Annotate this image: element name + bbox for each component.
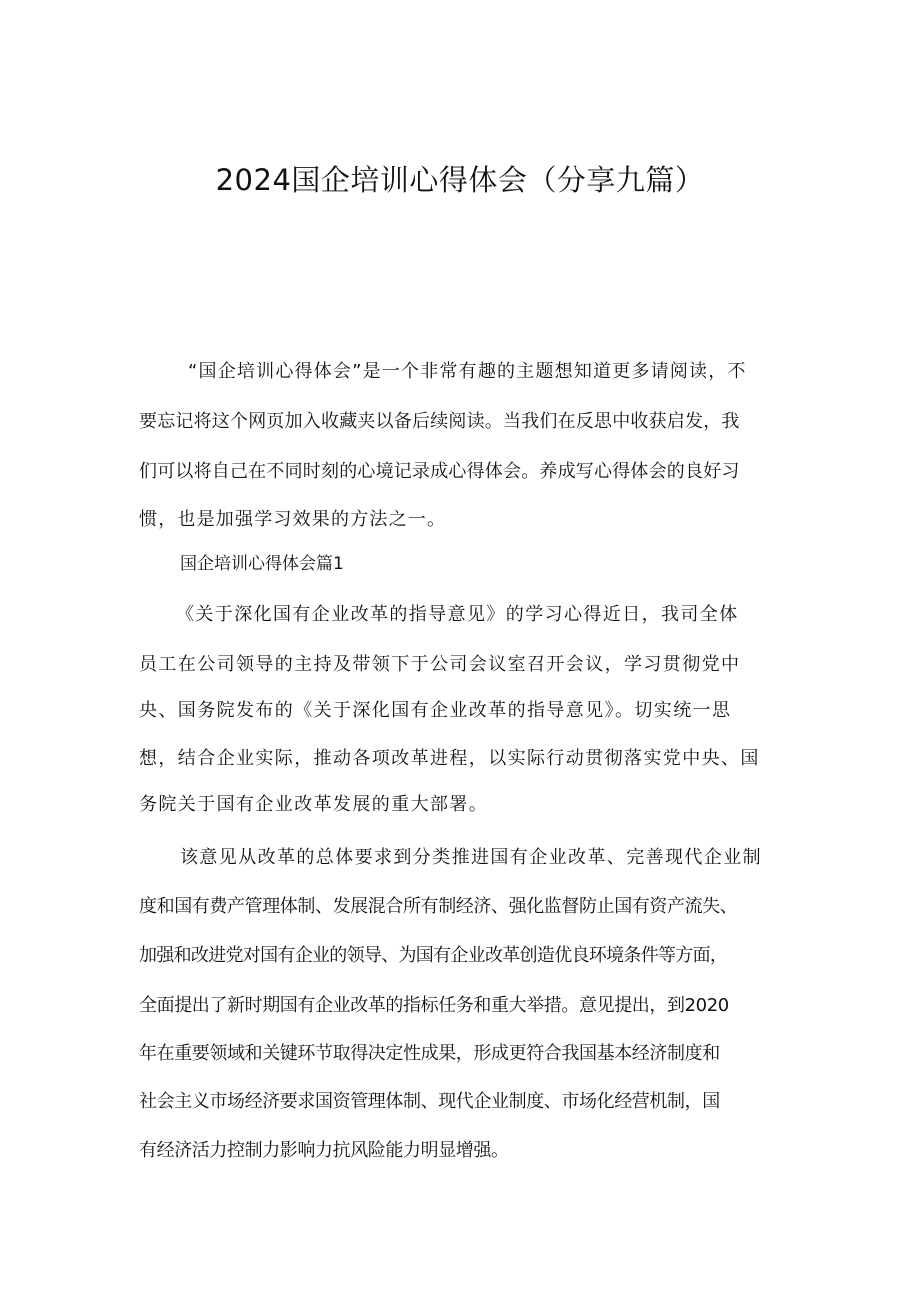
section1-line: 想，结合企业实际，推动各项改革进程，以实际行动贯彻落实党中央、国	[139, 748, 760, 769]
document-title: 2024国企培训心得体会（分享九篇）	[215, 163, 705, 197]
section2-line: 该意见从改革的总体要求到分类推进国有企业改革、完善现代企业制	[180, 847, 762, 868]
section2-line: 全面提出了新时期国有企业改革的指标任务和重大举措。意见提出，到2020	[139, 995, 729, 1016]
section2-line: 加强和改进党对国有企业的领导、为国有企业改革创造优良环境条件等方面，	[139, 945, 728, 966]
intro-line: 惯，也是加强学习效果的方法之一。	[139, 509, 447, 530]
intro-line: 们可以将自己在不同时刻的心境记录成心得体会。养成写心得体会的良好习	[139, 461, 740, 482]
section2-line: 有经济活力控制力影响力抗风险能力明显增强。	[139, 1140, 509, 1161]
section1-line: 务院关于国有企业改革发展的重大部署。	[139, 794, 489, 815]
section1-line: 员工在公司领导的主持及带领下于公司会议室召开会议，学习贯彻党中	[139, 654, 741, 675]
intro-line: “国企培训心得体会”是一个非常有趣的主题想知道更多请阅读，不	[188, 361, 747, 382]
section1-line: 央、国务院发布的《关于深化国有企业改革的指导意见》。切实统一思	[139, 700, 732, 721]
section1-line: 《关于深化国有企业改革的指导意见》的学习心得近日，我司全体	[176, 604, 739, 625]
section2-line: 度和国有费产管理体制、发展混合所有制经济、强化监督防止国有资产流失、	[139, 896, 738, 917]
intro-line: 要忘记将这个网页加入收藏夹以备后续阅读。当我们在反思中收获启发，我	[139, 411, 740, 432]
section-heading: 国企培训心得体会篇1	[180, 554, 344, 574]
section2-line: 社会主义市场经济要求国资管理体制、现代企业制度、市场化经营机制，国	[139, 1091, 720, 1112]
section2-line: 年在重要领域和关键环节取得决定性成果，形成更符合我国基本经济制度和	[139, 1043, 720, 1064]
